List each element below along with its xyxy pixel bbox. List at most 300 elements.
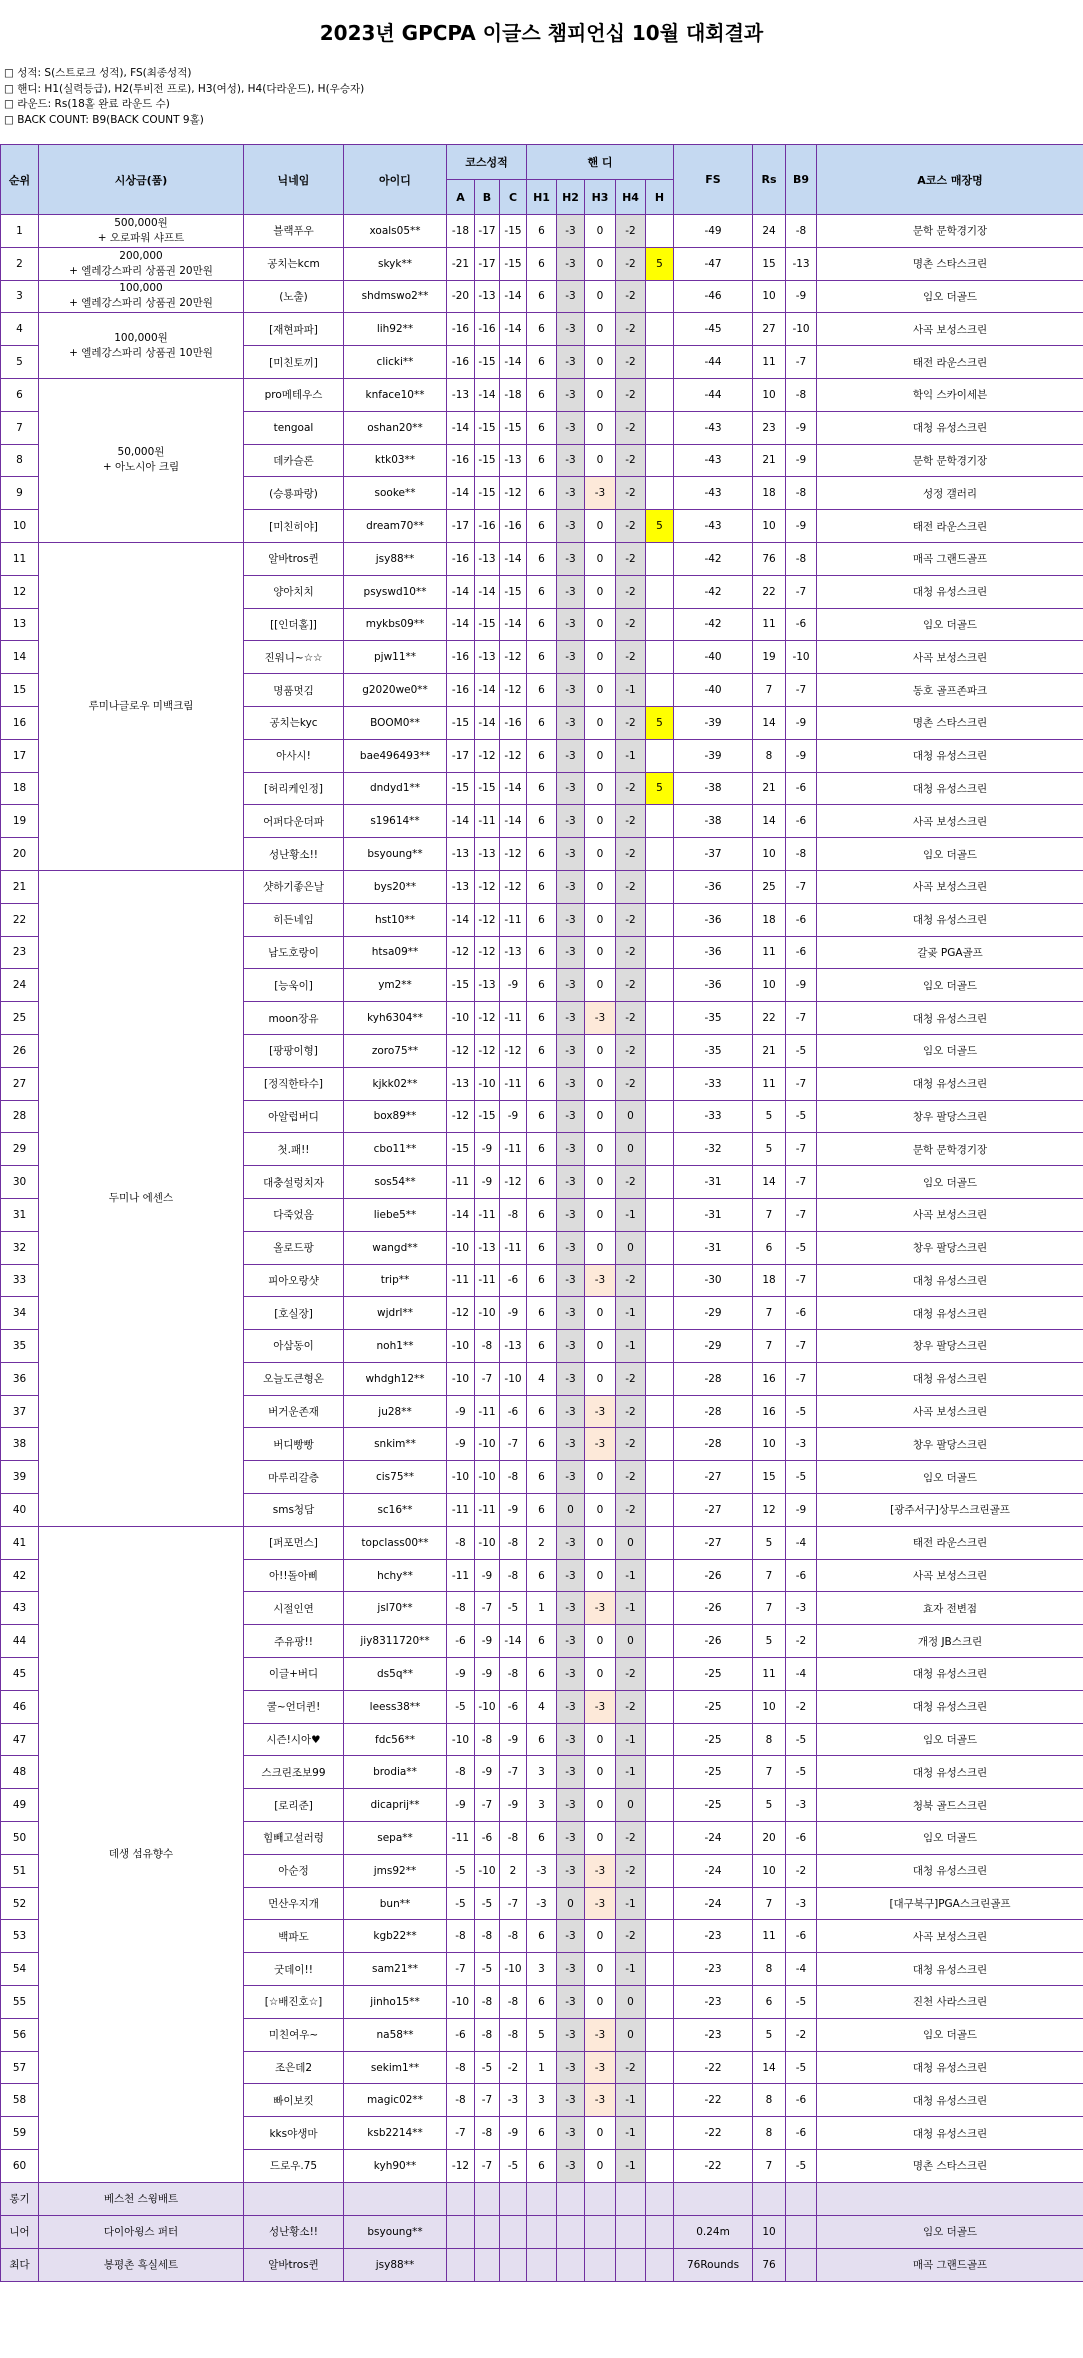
handi-h1-cell: 6 bbox=[527, 378, 557, 411]
score-b-cell: -9 bbox=[475, 1658, 500, 1691]
venue-cell: [대구북구]PGA스크린골프 bbox=[817, 1887, 1083, 1920]
header-b: B bbox=[475, 180, 500, 215]
venue-cell: 대청 유성스크린 bbox=[817, 1953, 1083, 1986]
b9-cell: -7 bbox=[786, 674, 817, 707]
handi-h3-cell: 0 bbox=[585, 542, 616, 575]
special-award-row bbox=[1, 2248, 1083, 2281]
handi-h2-cell: -3 bbox=[557, 1822, 585, 1855]
handi-h3-cell: 0 bbox=[585, 411, 616, 444]
score-c-cell: -11 bbox=[500, 903, 527, 936]
award-empty-cell bbox=[616, 2182, 646, 2215]
rank-cell: 16 bbox=[1, 706, 39, 739]
handi-h3-cell: 0 bbox=[585, 838, 616, 871]
id-cell: pjw11** bbox=[344, 641, 447, 674]
b9-cell: -5 bbox=[786, 2150, 817, 2183]
fs-cell: -25 bbox=[674, 1658, 753, 1691]
rank-cell: 48 bbox=[1, 1756, 39, 1789]
handi-h4-cell: -2 bbox=[616, 1002, 646, 1035]
handi-h3-cell: 0 bbox=[585, 608, 616, 641]
legend-line: □ BACK COUNT: B9(BACK COUNT 9홀) bbox=[4, 113, 204, 126]
table-row bbox=[1, 247, 1083, 280]
score-a-cell: -12 bbox=[447, 1297, 475, 1330]
score-a-cell: -8 bbox=[447, 1756, 475, 1789]
handi-h1-cell: 6 bbox=[527, 1100, 557, 1133]
nickname-cell: 오늘도큰형온 bbox=[244, 1362, 344, 1395]
handi-h3-cell: -3 bbox=[585, 1002, 616, 1035]
handi-h4-cell: -2 bbox=[616, 1034, 646, 1067]
id-cell: brodia** bbox=[344, 1756, 447, 1789]
award-nickname-cell bbox=[244, 2182, 344, 2215]
score-b-cell: -12 bbox=[475, 1034, 500, 1067]
handi-h2-cell: -3 bbox=[557, 1789, 585, 1822]
score-a-cell: -10 bbox=[447, 1723, 475, 1756]
score-b-cell: -7 bbox=[475, 2150, 500, 2183]
fs-cell: -25 bbox=[674, 1756, 753, 1789]
score-a-cell: -14 bbox=[447, 608, 475, 641]
b9-cell: -4 bbox=[786, 1526, 817, 1559]
nickname-cell: 남도호랑이 bbox=[244, 936, 344, 969]
handi-h-cell bbox=[646, 2051, 674, 2084]
id-cell: sepa** bbox=[344, 1822, 447, 1855]
b9-cell: -9 bbox=[786, 1494, 817, 1527]
handi-h1-cell: 3 bbox=[527, 2084, 557, 2117]
score-b-cell: -10 bbox=[475, 1854, 500, 1887]
score-c-cell: -8 bbox=[500, 1822, 527, 1855]
score-a-cell: -20 bbox=[447, 280, 475, 313]
prize-cell: 500,000원 + 오로파워 샤프트 bbox=[39, 215, 244, 248]
table-row bbox=[1, 313, 1083, 346]
score-b-cell: -7 bbox=[475, 2084, 500, 2117]
rank-cell: 53 bbox=[1, 1920, 39, 1953]
handi-h3-cell: 0 bbox=[585, 215, 616, 248]
handi-h1-cell: 6 bbox=[527, 1723, 557, 1756]
handi-h-cell bbox=[646, 1690, 674, 1723]
score-a-cell: -8 bbox=[447, 1592, 475, 1625]
handi-h2-cell: -3 bbox=[557, 1034, 585, 1067]
b9-cell: -9 bbox=[786, 280, 817, 313]
id-cell: hst10** bbox=[344, 903, 447, 936]
score-a-cell: -8 bbox=[447, 2084, 475, 2117]
handi-h3-cell: -3 bbox=[585, 1395, 616, 1428]
id-cell: kgb22** bbox=[344, 1920, 447, 1953]
b9-cell: -5 bbox=[786, 1986, 817, 2019]
rank-cell: 54 bbox=[1, 1953, 39, 1986]
rank-cell: 26 bbox=[1, 1034, 39, 1067]
handi-h1-cell: 6 bbox=[527, 542, 557, 575]
handi-h3-cell: -3 bbox=[585, 1690, 616, 1723]
id-cell: ym2** bbox=[344, 969, 447, 1002]
b9-cell: -7 bbox=[786, 346, 817, 379]
rank-cell: 38 bbox=[1, 1428, 39, 1461]
b9-cell: -6 bbox=[786, 1297, 817, 1330]
nickname-cell: 마루리갈층 bbox=[244, 1461, 344, 1494]
handi-h3-cell: 0 bbox=[585, 1330, 616, 1363]
b9-cell: -6 bbox=[786, 2117, 817, 2150]
handi-h2-cell: -3 bbox=[557, 1330, 585, 1363]
rank-cell: 9 bbox=[1, 477, 39, 510]
id-cell: ksb2214** bbox=[344, 2117, 447, 2150]
rs-cell: 11 bbox=[753, 1067, 786, 1100]
award-empty-cell bbox=[527, 2182, 557, 2215]
b9-cell: -6 bbox=[786, 2084, 817, 2117]
handi-h4-cell: 0 bbox=[616, 1789, 646, 1822]
nickname-cell: 샷하기좋은날 bbox=[244, 870, 344, 903]
score-b-cell: -11 bbox=[475, 1264, 500, 1297]
rank-cell: 18 bbox=[1, 772, 39, 805]
venue-cell: 사곡 보성스크린 bbox=[817, 313, 1083, 346]
rank-cell: 45 bbox=[1, 1658, 39, 1691]
handi-h1-cell: 1 bbox=[527, 1592, 557, 1625]
handi-h-cell bbox=[646, 1592, 674, 1625]
rank-cell: 2 bbox=[1, 247, 39, 280]
handi-h1-cell: 6 bbox=[527, 2117, 557, 2150]
handi-h1-cell: 6 bbox=[527, 1133, 557, 1166]
award-empty-cell bbox=[475, 2182, 500, 2215]
rs-cell: 7 bbox=[753, 1887, 786, 1920]
venue-cell: 성정 갤러리 bbox=[817, 477, 1083, 510]
handi-h1-cell: 6 bbox=[527, 1198, 557, 1231]
handi-h4-cell: 0 bbox=[616, 1231, 646, 1264]
handi-h2-cell: -3 bbox=[557, 838, 585, 871]
fs-cell: -28 bbox=[674, 1362, 753, 1395]
handi-h4-cell: -2 bbox=[616, 1166, 646, 1199]
award-empty-cell bbox=[585, 2248, 616, 2281]
handi-h2-cell: -3 bbox=[557, 641, 585, 674]
award-value-cell bbox=[674, 2182, 753, 2215]
handi-h4-cell: -1 bbox=[616, 739, 646, 772]
venue-cell: 대청 유성스크린 bbox=[817, 1297, 1083, 1330]
rs-cell: 15 bbox=[753, 1461, 786, 1494]
rs-cell: 10 bbox=[753, 1690, 786, 1723]
score-a-cell: -11 bbox=[447, 1166, 475, 1199]
handi-h1-cell: 6 bbox=[527, 641, 557, 674]
handi-h2-cell: 0 bbox=[557, 1494, 585, 1527]
handi-h1-cell: 6 bbox=[527, 477, 557, 510]
handi-h-cell bbox=[646, 2018, 674, 2051]
award-prize-cell: 베스천 스윙배트 bbox=[39, 2182, 244, 2215]
handi-h-cell bbox=[646, 969, 674, 1002]
handi-h2-cell: -3 bbox=[557, 1362, 585, 1395]
award-id-cell: jsy88** bbox=[344, 2248, 447, 2281]
score-a-cell: -8 bbox=[447, 2051, 475, 2084]
handi-h-cell bbox=[646, 1067, 674, 1100]
score-c-cell: -9 bbox=[500, 1789, 527, 1822]
venue-cell: 대청 유성스크린 bbox=[817, 575, 1083, 608]
handi-h-cell bbox=[646, 477, 674, 510]
handi-h1-cell: 6 bbox=[527, 215, 557, 248]
handi-h4-cell: 0 bbox=[616, 1625, 646, 1658]
fs-cell: -45 bbox=[674, 313, 753, 346]
b9-cell: -7 bbox=[786, 1330, 817, 1363]
prize-cell: 두미나 에센스 bbox=[39, 870, 244, 1526]
award-id-cell bbox=[344, 2182, 447, 2215]
rs-cell: 11 bbox=[753, 1658, 786, 1691]
b9-cell: -9 bbox=[786, 411, 817, 444]
score-c-cell: -8 bbox=[500, 1198, 527, 1231]
handi-h2-cell: 0 bbox=[557, 1887, 585, 1920]
nickname-cell: 시절인연 bbox=[244, 1592, 344, 1625]
rank-cell: 14 bbox=[1, 641, 39, 674]
score-b-cell: -5 bbox=[475, 1953, 500, 1986]
handi-h4-cell: -2 bbox=[616, 1067, 646, 1100]
score-b-cell: -9 bbox=[475, 1559, 500, 1592]
handi-h-cell bbox=[646, 1100, 674, 1133]
score-a-cell: -13 bbox=[447, 378, 475, 411]
handi-h2-cell: -3 bbox=[557, 575, 585, 608]
handi-h2-cell: -3 bbox=[557, 936, 585, 969]
handi-h1-cell: 6 bbox=[527, 1494, 557, 1527]
handi-h4-cell: -2 bbox=[616, 903, 646, 936]
b9-cell: -7 bbox=[786, 575, 817, 608]
id-cell: xoals05** bbox=[344, 215, 447, 248]
handi-h4-cell: -2 bbox=[616, 1461, 646, 1494]
b9-cell: -7 bbox=[786, 1166, 817, 1199]
handi-h1-cell: 6 bbox=[527, 1002, 557, 1035]
b9-cell: -7 bbox=[786, 1067, 817, 1100]
score-c-cell: -2 bbox=[500, 2051, 527, 2084]
venue-cell: 진천 사라스크린 bbox=[817, 1986, 1083, 2019]
nickname-cell: 명품멋김 bbox=[244, 674, 344, 707]
score-b-cell: -17 bbox=[475, 215, 500, 248]
nickname-cell: 아사시! bbox=[244, 739, 344, 772]
table-row bbox=[1, 215, 1083, 248]
nickname-cell: 먼산우지개 bbox=[244, 1887, 344, 1920]
handi-h-cell bbox=[646, 411, 674, 444]
nickname-cell: 어퍼다운더파 bbox=[244, 805, 344, 838]
handi-h2-cell: -3 bbox=[557, 739, 585, 772]
handi-h1-cell: 6 bbox=[527, 575, 557, 608]
page-title: 2023년 GPCPA 이글스 챔피언십 10월 대회결과 bbox=[319, 20, 764, 45]
score-b-cell: -12 bbox=[475, 739, 500, 772]
award-empty-cell bbox=[447, 2248, 475, 2281]
venue-cell: 임오 더골드 bbox=[817, 1723, 1083, 1756]
venue-cell: 대청 유성스크린 bbox=[817, 1756, 1083, 1789]
rank-cell: 30 bbox=[1, 1166, 39, 1199]
score-b-cell: -9 bbox=[475, 1166, 500, 1199]
score-b-cell: -12 bbox=[475, 1002, 500, 1035]
handi-h3-cell: 0 bbox=[585, 1297, 616, 1330]
handi-h4-cell: -2 bbox=[616, 936, 646, 969]
score-b-cell: -13 bbox=[475, 542, 500, 575]
b9-cell: -7 bbox=[786, 870, 817, 903]
fs-cell: -38 bbox=[674, 805, 753, 838]
fs-cell: -44 bbox=[674, 346, 753, 379]
handi-h1-cell: 6 bbox=[527, 2150, 557, 2183]
handi-h3-cell: -3 bbox=[585, 2018, 616, 2051]
score-b-cell: -12 bbox=[475, 903, 500, 936]
award-empty-cell bbox=[557, 2248, 585, 2281]
rs-cell: 14 bbox=[753, 1166, 786, 1199]
score-c-cell: -16 bbox=[500, 706, 527, 739]
award-empty-cell bbox=[585, 2215, 616, 2248]
handi-h1-cell: 5 bbox=[527, 2018, 557, 2051]
fs-cell: -27 bbox=[674, 1494, 753, 1527]
handi-h1-cell: 6 bbox=[527, 1166, 557, 1199]
b9-cell: -8 bbox=[786, 215, 817, 248]
rs-cell: 10 bbox=[753, 378, 786, 411]
venue-cell: 대청 유성스크린 bbox=[817, 411, 1083, 444]
nickname-cell: 드로우.75 bbox=[244, 2150, 344, 2183]
id-cell: cis75** bbox=[344, 1461, 447, 1494]
b9-cell: -9 bbox=[786, 706, 817, 739]
nickname-cell: 진워니~☆☆ bbox=[244, 641, 344, 674]
nickname-cell: [팡팡이형] bbox=[244, 1034, 344, 1067]
handi-h3-cell: 0 bbox=[585, 1461, 616, 1494]
score-c-cell: -16 bbox=[500, 510, 527, 543]
nickname-cell: 성난황소!! bbox=[244, 838, 344, 871]
nickname-cell: 데카슬론 bbox=[244, 444, 344, 477]
fs-cell: -22 bbox=[674, 2051, 753, 2084]
nickname-cell: [로리준] bbox=[244, 1789, 344, 1822]
score-a-cell: -11 bbox=[447, 1822, 475, 1855]
fs-cell: -23 bbox=[674, 1920, 753, 1953]
venue-cell: 대청 유성스크린 bbox=[817, 2117, 1083, 2150]
score-a-cell: -8 bbox=[447, 1526, 475, 1559]
rank-cell: 23 bbox=[1, 936, 39, 969]
handi-h4-cell: 0 bbox=[616, 1133, 646, 1166]
handi-h-cell bbox=[646, 1887, 674, 1920]
rs-cell: 10 bbox=[753, 510, 786, 543]
handi-h1-cell: 1 bbox=[527, 2051, 557, 2084]
score-c-cell: -7 bbox=[500, 1428, 527, 1461]
handi-h1-cell: 6 bbox=[527, 1264, 557, 1297]
handi-h2-cell: -3 bbox=[557, 2117, 585, 2150]
handi-h-cell bbox=[646, 1395, 674, 1428]
handi-h-cell bbox=[646, 2117, 674, 2150]
handi-h-cell bbox=[646, 1330, 674, 1363]
fs-cell: -29 bbox=[674, 1330, 753, 1363]
score-a-cell: -11 bbox=[447, 1494, 475, 1527]
handi-h3-cell: -3 bbox=[585, 2051, 616, 2084]
b9-cell: -3 bbox=[786, 1887, 817, 1920]
rank-cell: 20 bbox=[1, 838, 39, 871]
score-a-cell: -6 bbox=[447, 1625, 475, 1658]
handi-h4-cell: -2 bbox=[616, 313, 646, 346]
score-b-cell: -10 bbox=[475, 1067, 500, 1100]
handi-h4-cell: -2 bbox=[616, 411, 646, 444]
venue-cell: 대청 유성스크린 bbox=[817, 1690, 1083, 1723]
score-b-cell: -10 bbox=[475, 1297, 500, 1330]
fs-cell: -23 bbox=[674, 1953, 753, 1986]
handi-h1-cell: 4 bbox=[527, 1362, 557, 1395]
fs-cell: -31 bbox=[674, 1166, 753, 1199]
score-b-cell: -5 bbox=[475, 2051, 500, 2084]
handi-h2-cell: -3 bbox=[557, 1854, 585, 1887]
rs-cell: 22 bbox=[753, 1002, 786, 1035]
award-nickname-cell: 알바tros퀸 bbox=[244, 2248, 344, 2281]
fs-cell: -37 bbox=[674, 838, 753, 871]
handi-h4-cell: -2 bbox=[616, 2051, 646, 2084]
venue-cell: 대청 유성스크린 bbox=[817, 1658, 1083, 1691]
score-b-cell: -8 bbox=[475, 1330, 500, 1363]
id-cell: ktk03** bbox=[344, 444, 447, 477]
score-b-cell: -15 bbox=[475, 444, 500, 477]
handi-h1-cell: 6 bbox=[527, 903, 557, 936]
handi-h4-cell: -2 bbox=[616, 542, 646, 575]
results-body bbox=[1, 215, 1083, 2282]
table-row bbox=[1, 378, 1083, 411]
score-b-cell: -8 bbox=[475, 1986, 500, 2019]
award-label-cell: 최다 bbox=[1, 2248, 39, 2281]
handi-h-cell bbox=[646, 641, 674, 674]
handi-h2-cell: -3 bbox=[557, 2150, 585, 2183]
score-b-cell: -10 bbox=[475, 1526, 500, 1559]
handi-h4-cell: -1 bbox=[616, 1297, 646, 1330]
handi-h3-cell: 0 bbox=[585, 1133, 616, 1166]
rs-cell: 18 bbox=[753, 477, 786, 510]
handi-h1-cell: 6 bbox=[527, 1559, 557, 1592]
score-c-cell: -6 bbox=[500, 1690, 527, 1723]
score-a-cell: -18 bbox=[447, 215, 475, 248]
score-a-cell: -9 bbox=[447, 1658, 475, 1691]
nickname-cell: 다죽었음 bbox=[244, 1198, 344, 1231]
rank-cell: 19 bbox=[1, 805, 39, 838]
score-a-cell: -17 bbox=[447, 510, 475, 543]
score-c-cell: -9 bbox=[500, 969, 527, 1002]
handi-h4-cell: -1 bbox=[616, 1887, 646, 1920]
fs-cell: -31 bbox=[674, 1231, 753, 1264]
handi-h4-cell: -2 bbox=[616, 1362, 646, 1395]
legend-line: □ 라운드: Rs(18홀 완료 라운드 수) bbox=[4, 98, 170, 110]
score-a-cell: -14 bbox=[447, 575, 475, 608]
nickname-cell: pro메테우스 bbox=[244, 378, 344, 411]
prize-cell: 데생 섬유향수 bbox=[39, 1526, 244, 2182]
handi-h3-cell: 0 bbox=[585, 1362, 616, 1395]
handi-h3-cell: 0 bbox=[585, 510, 616, 543]
nickname-cell: 빠이보킷 bbox=[244, 2084, 344, 2117]
score-a-cell: -6 bbox=[447, 2018, 475, 2051]
b9-cell: -7 bbox=[786, 1362, 817, 1395]
score-c-cell: -13 bbox=[500, 936, 527, 969]
fs-cell: -40 bbox=[674, 674, 753, 707]
handi-h1-cell: 6 bbox=[527, 1067, 557, 1100]
handi-h1-cell: 2 bbox=[527, 1526, 557, 1559]
venue-cell: 명촌 스타스크린 bbox=[817, 2150, 1083, 2183]
rank-cell: 39 bbox=[1, 1461, 39, 1494]
handi-h4-cell: -2 bbox=[616, 346, 646, 379]
nickname-cell: 주유팡!! bbox=[244, 1625, 344, 1658]
id-cell: shdmswo2** bbox=[344, 280, 447, 313]
handi-h4-cell: -1 bbox=[616, 1756, 646, 1789]
score-b-cell: -14 bbox=[475, 378, 500, 411]
handi-h2-cell: -3 bbox=[557, 1231, 585, 1264]
fs-cell: -33 bbox=[674, 1067, 753, 1100]
rank-cell: 12 bbox=[1, 575, 39, 608]
id-cell: magic02** bbox=[344, 2084, 447, 2117]
award-empty-cell bbox=[646, 2215, 674, 2248]
rs-cell: 11 bbox=[753, 608, 786, 641]
score-b-cell: -13 bbox=[475, 969, 500, 1002]
score-b-cell: -10 bbox=[475, 1690, 500, 1723]
score-a-cell: -10 bbox=[447, 1002, 475, 1035]
handi-h4-cell: 0 bbox=[616, 1526, 646, 1559]
score-a-cell: -12 bbox=[447, 1100, 475, 1133]
rank-cell: 24 bbox=[1, 969, 39, 1002]
b9-cell: -8 bbox=[786, 378, 817, 411]
id-cell: whdgh12** bbox=[344, 1362, 447, 1395]
handi-h3-cell: 0 bbox=[585, 870, 616, 903]
nickname-cell: tengoal bbox=[244, 411, 344, 444]
score-b-cell: -11 bbox=[475, 805, 500, 838]
id-cell: box89** bbox=[344, 1100, 447, 1133]
handi-h-cell bbox=[646, 1494, 674, 1527]
handi-h2-cell: -3 bbox=[557, 477, 585, 510]
handi-h4-cell: -2 bbox=[616, 1822, 646, 1855]
handi-h1-cell: 3 bbox=[527, 1756, 557, 1789]
rs-cell: 10 bbox=[753, 838, 786, 871]
fs-cell: -42 bbox=[674, 542, 753, 575]
award-rs-cell: 76 bbox=[753, 2248, 786, 2281]
